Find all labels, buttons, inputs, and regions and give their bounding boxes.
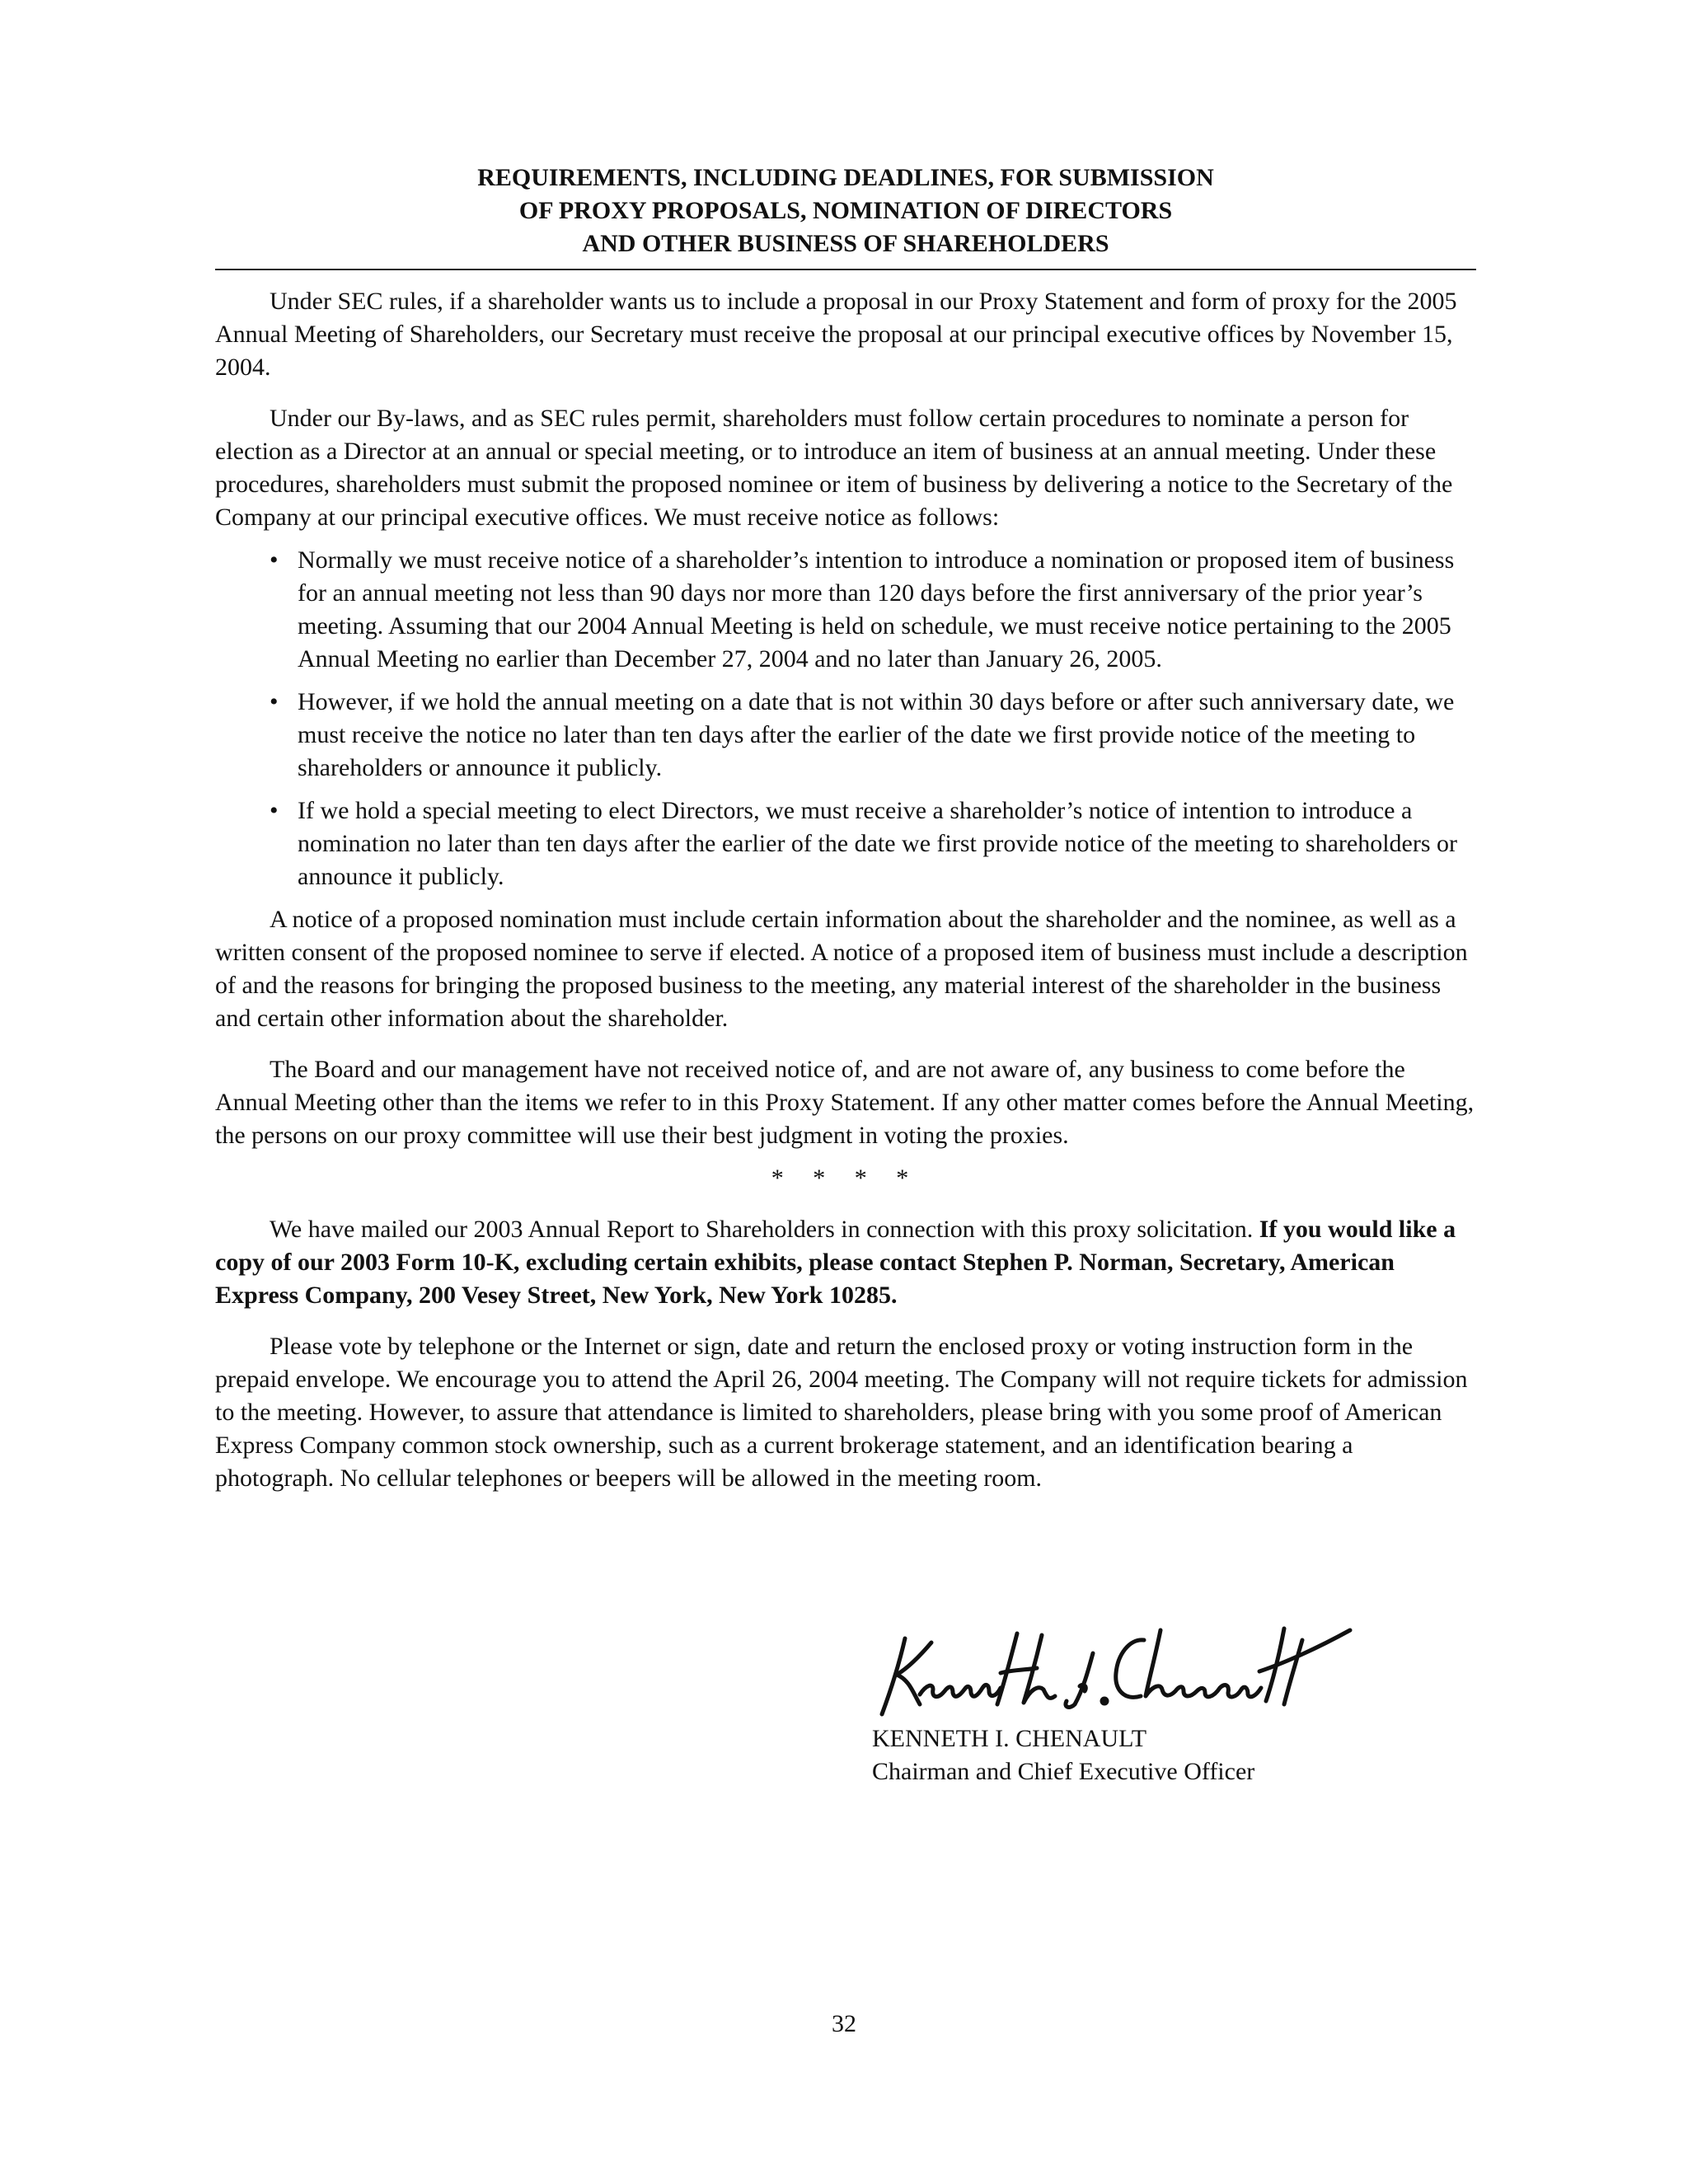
heading-line-3: AND OTHER BUSINESS OF SHAREHOLDERS bbox=[582, 230, 1109, 257]
document-page bbox=[215, 162, 1476, 1495]
annual-report-text: We have mailed our 2003 Annual Report to Shareholders in connection with this proxy solicitation. bbox=[270, 1216, 1259, 1243]
list-item bbox=[215, 544, 1476, 676]
heading-divider bbox=[215, 269, 1476, 270]
signatory-title: Chairman and Chief Executive Officer bbox=[872, 1758, 1255, 1785]
bullet-icon: • bbox=[270, 797, 279, 824]
list-item-text: If we hold a special meeting to elect Directors, we must receive a shareholder’s notice of intention to introduce a nomination no later than ten days after the earlier of the date we first provide notice of the meeting to shareholders or announce it publicly. bbox=[298, 797, 1457, 890]
section-separator: * * * * bbox=[771, 1165, 921, 1192]
bullet-icon: • bbox=[270, 688, 279, 715]
heading-line-1: REQUIREMENTS, INCLUDING DEADLINES, FOR SUBMISSION bbox=[477, 164, 1214, 191]
paragraph-other-business: The Board and our management have not received notice of, and are not aware of, any business to come before the Annual Meeting other than the items we refer to in this Proxy Statement. If any other matter comes before the Annual Meeting, the persons on our proxy committee will use their best judgment in voting the proxies. bbox=[215, 1056, 1475, 1149]
paragraph-sec-rules: Under SEC rules, if a shareholder wants us to include a proposal in our Proxy Statement and form of proxy for the 2005 Annual Meeting of Shareholders, our Secretary must receive the proposal at our principal executive offices by November 15, 2004. bbox=[215, 288, 1457, 381]
paragraph-voting-instructions: Please vote by telephone or the Internet or sign, date and return the enclosed proxy or voting instruction form in the prepaid envelope. We encourage you to attend the April 26, 2004 meeting. The Company will not require tickets for admission to the meeting. However, to assure that attendance is limited to shareholders, please bring with you some proof of American Express Company common stock ownership, such as a current brokerage statement, and an identification bearing a photograph. No cellular telephones or beepers will be allowed in the meeting room. bbox=[215, 1333, 1468, 1492]
paragraph-nomination-notice: A notice of a proposed nomination must include certain information about the shareholder and the nominee, as well as a written consent of the proposed nominee to serve if elected. A notice of a proposed item of business must include a description of and the reasons for bringing the proposed business to the meeting, any material interest of the shareholder in the business and certain other information about the shareholder. bbox=[215, 906, 1468, 1032]
page-number: 32 bbox=[832, 2010, 856, 2037]
list-item-text: However, if we hold the annual meeting on a date that is not within 30 days before or after such anniversary date, we must receive the notice no later than ten days after the earlier of the date we first provide notice of the meeting to shareholders or announce it publicly. bbox=[298, 688, 1455, 781]
signatory-name: KENNETH I. CHENAULT bbox=[872, 1725, 1147, 1752]
section-heading bbox=[215, 162, 1476, 260]
handwritten-signature bbox=[872, 1622, 1358, 1721]
notice-requirements-list bbox=[215, 544, 1476, 893]
heading-line-2: OF PROXY PROPOSALS, NOMINATION OF DIRECTORS bbox=[518, 197, 1173, 224]
bullet-icon: • bbox=[270, 546, 279, 574]
list-item bbox=[215, 794, 1476, 893]
paragraph-annual-report bbox=[215, 1213, 1476, 1312]
paragraph-bylaws: Under our By-laws, and as SEC rules permit, shareholders must follow certain procedures to nominate a person for election as a Director at an annual or special meeting, or to introduce an item of business at an annual meeting. Under these procedures, shareholders must submit the proposed nominee or item of business by delivering a notice to the Secretary of the Company at our principal executive offices. We must receive notice as follows: bbox=[215, 405, 1453, 531]
signature-block bbox=[872, 1622, 1449, 1788]
list-item bbox=[215, 686, 1476, 785]
list-item-text: Normally we must receive notice of a shareholder’s intention to introduce a nomination or proposed item of business for an annual meeting not less than 90 days nor more than 120 days before the first anniversary of the prior year’s meeting. Assuming that our 2004 Annual Meeting is held on schedule, we must receive notice pertaining to the 2005 Annual Meeting no earlier than December 27, 2004 and no later than January 26, 2005. bbox=[298, 546, 1455, 673]
form-10k-contact-text: If you would like a copy of our 2003 Form 10-K, excluding certain exhibits, please contact Stephen P. Norman, Secretary, American Express Company, 200 Vesey Street, New York, New York 10285. bbox=[215, 1216, 1456, 1309]
